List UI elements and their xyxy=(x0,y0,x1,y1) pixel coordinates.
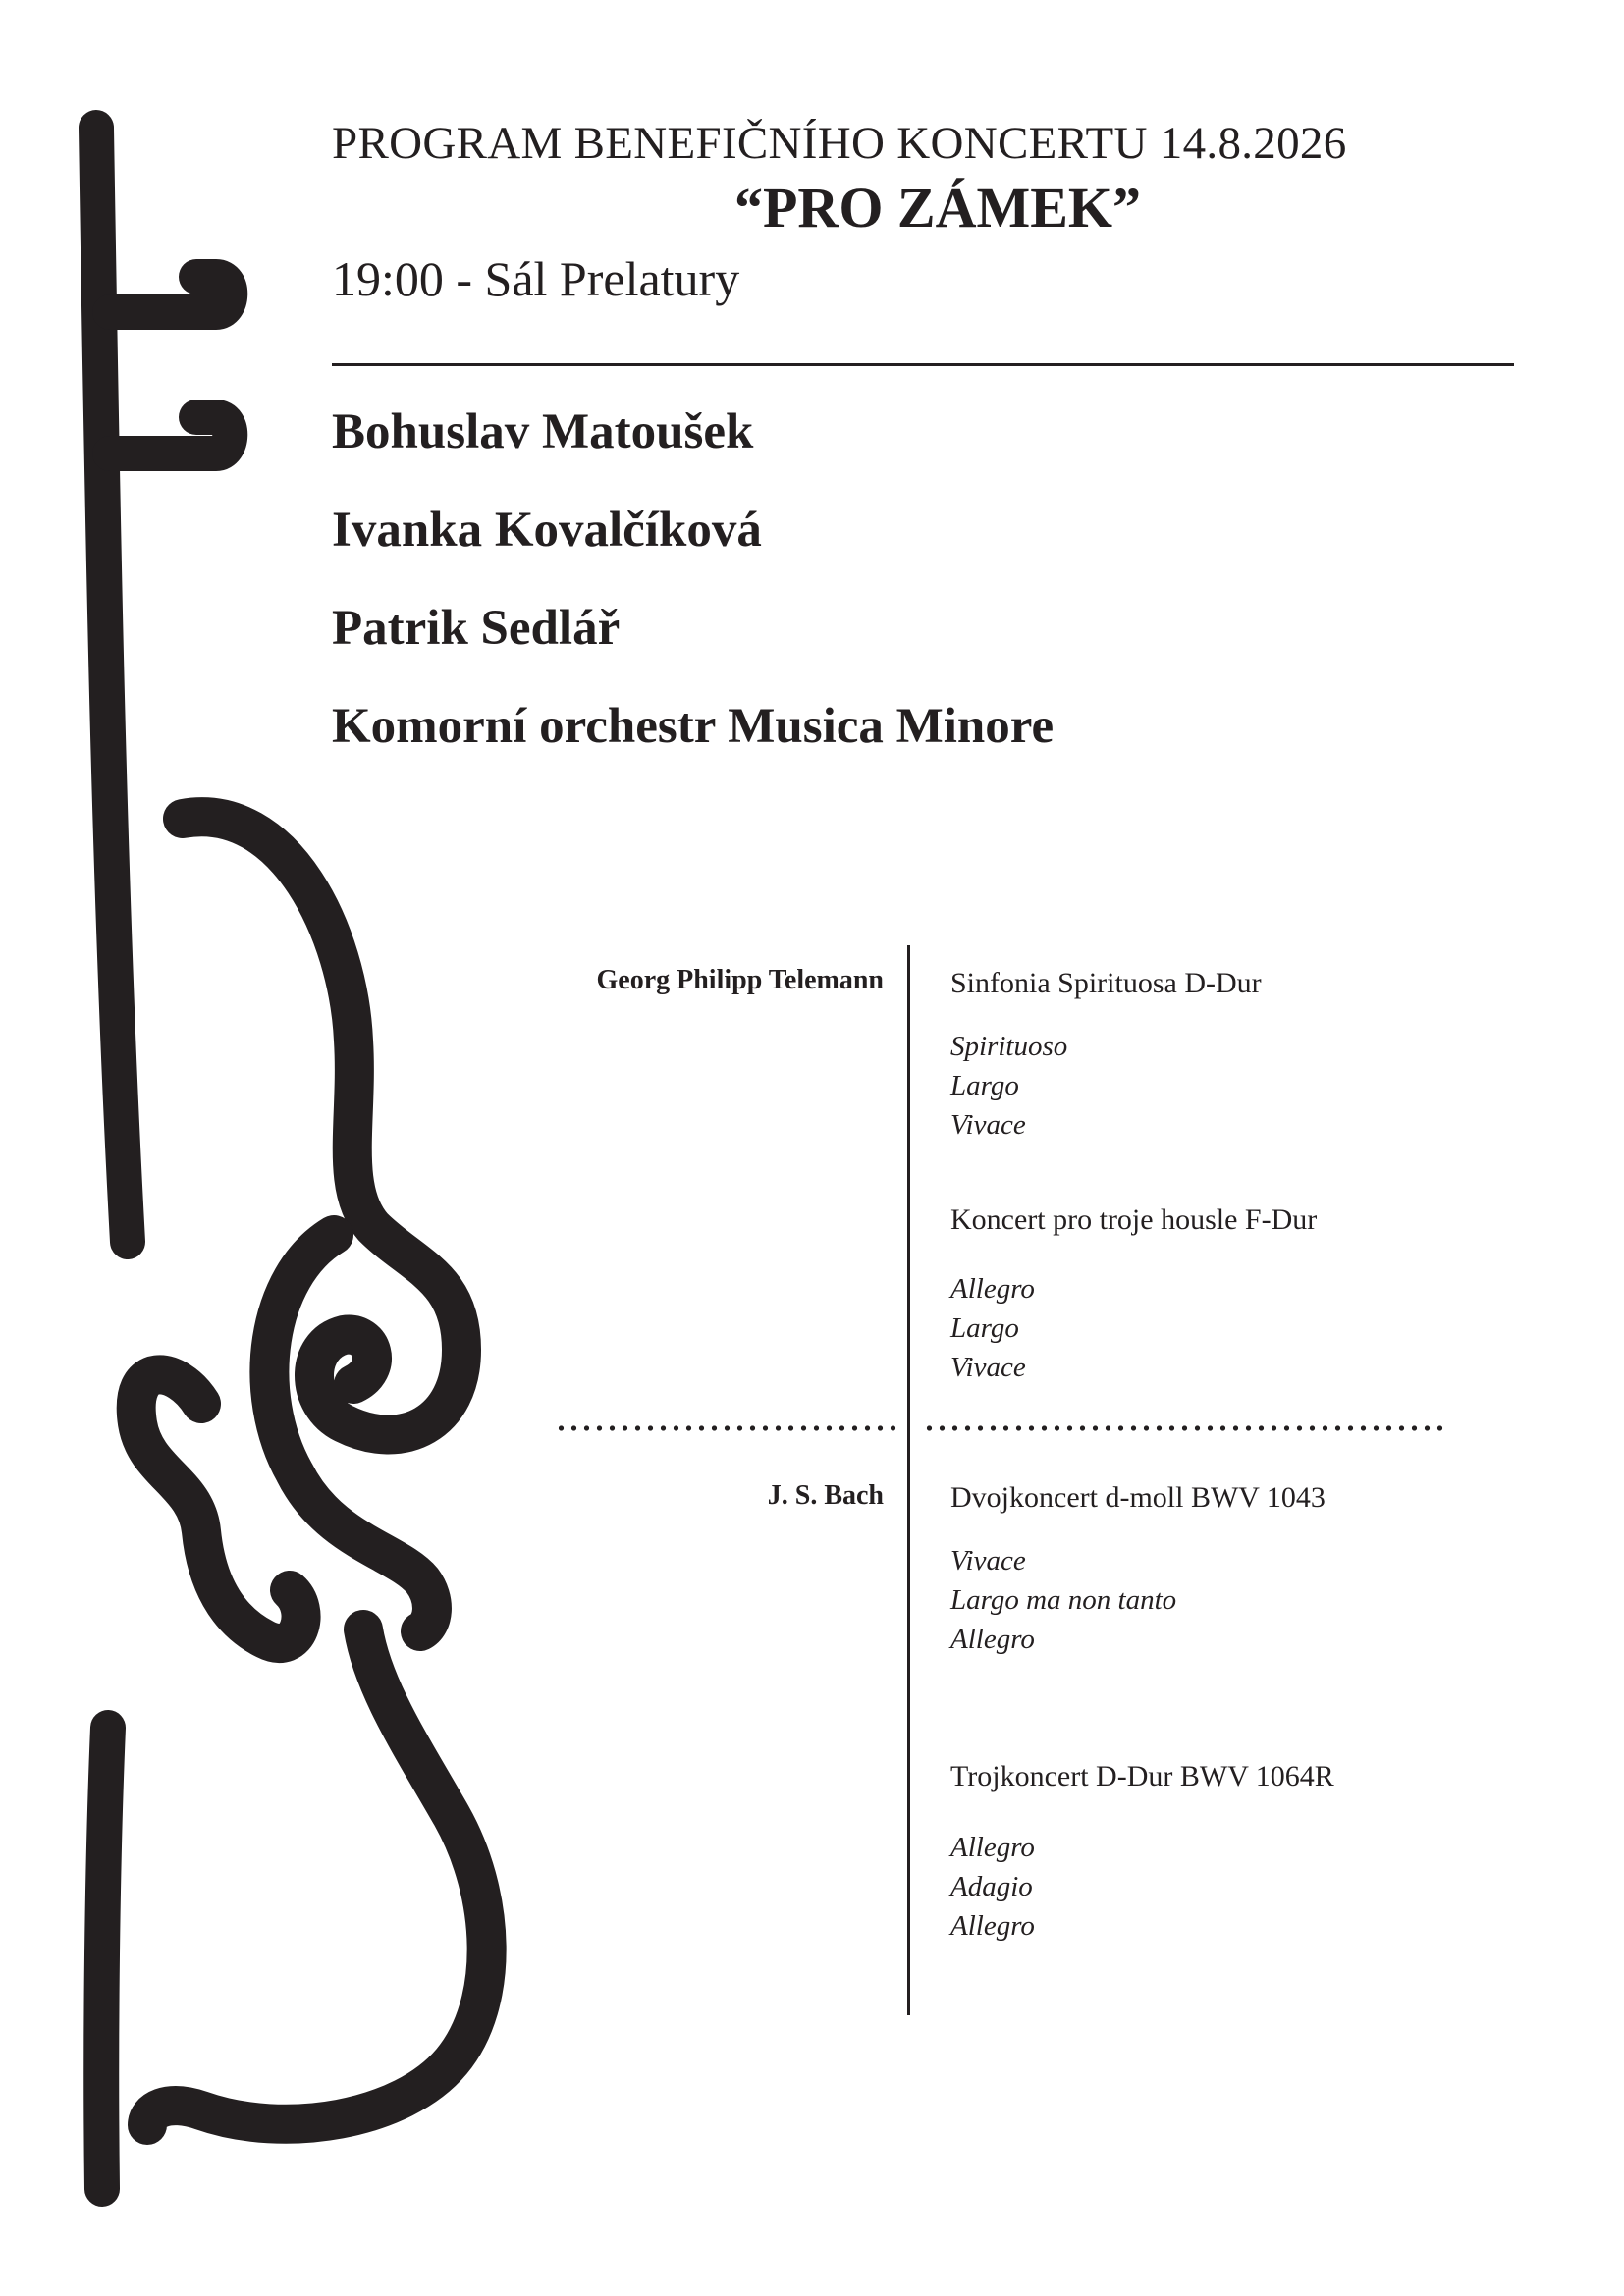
violin-tail-stroke xyxy=(101,1728,108,2189)
performer-name: Ivanka Kovalčíková xyxy=(332,503,762,558)
movement-name: Adagio xyxy=(950,1871,1033,1902)
movement-list xyxy=(950,1269,1317,1387)
work-title: Trojkoncert D-Dur BWV 1064R xyxy=(950,1760,1334,1792)
violin-upper-bout xyxy=(183,817,461,1434)
dotted-separator-left xyxy=(555,1425,898,1431)
program-work xyxy=(950,1759,1334,1946)
work-title: Sinfonia Spirituosa D-Dur xyxy=(950,967,1262,999)
movement-list xyxy=(950,1541,1326,1659)
movement-name: Spirituoso xyxy=(950,1031,1068,1062)
performer-name: Patrik Sedlář xyxy=(332,601,621,656)
movement-name: Allegro xyxy=(950,1273,1035,1305)
program-header xyxy=(332,116,1549,308)
performers-list xyxy=(332,402,1054,795)
violin-lower-bout xyxy=(147,1629,487,2125)
program-work xyxy=(950,1480,1326,1659)
movement-name: Vivace xyxy=(950,1545,1026,1576)
performer-name: Komorní orchestr Musica Minore xyxy=(332,699,1055,754)
work-title: Dvojkoncert d-moll BWV 1043 xyxy=(950,1481,1326,1514)
program-work xyxy=(950,966,1262,1145)
movement-name: Allegro xyxy=(950,1624,1035,1655)
program-work xyxy=(950,1202,1317,1387)
composer-name: Georg Philipp Telemann xyxy=(596,965,884,995)
violin-peg-upper xyxy=(110,277,230,312)
program-title: PROGRAM BENEFIČNÍHO KONCERTU 14.8.2026 xyxy=(332,118,1347,169)
movement-name: Vivace xyxy=(950,1352,1026,1383)
performer-name: Bohuslav Matoušek xyxy=(332,404,754,459)
movement-name: Vivace xyxy=(950,1109,1026,1141)
movement-name: Allegro xyxy=(950,1832,1035,1863)
movement-list xyxy=(950,1828,1334,1946)
movement-name: Largo xyxy=(950,1312,1019,1344)
dotted-separator-right xyxy=(923,1425,1443,1431)
composer-name: J. S. Bach xyxy=(767,1480,884,1511)
movement-name: Largo ma non tanto xyxy=(950,1584,1177,1616)
time-and-venue: 19:00 - Sál Prelatury xyxy=(332,251,740,306)
work-title: Koncert pro troje housle F-Dur xyxy=(950,1203,1318,1236)
concert-name: “PRO ZÁMEK” xyxy=(734,176,1142,240)
program-column-divider xyxy=(907,945,910,2015)
violin-peg-lower xyxy=(110,417,230,454)
header-divider xyxy=(332,363,1514,366)
movement-name: Largo xyxy=(950,1070,1019,1101)
movement-list xyxy=(950,1027,1262,1145)
movement-name: Allegro xyxy=(950,1910,1035,1942)
